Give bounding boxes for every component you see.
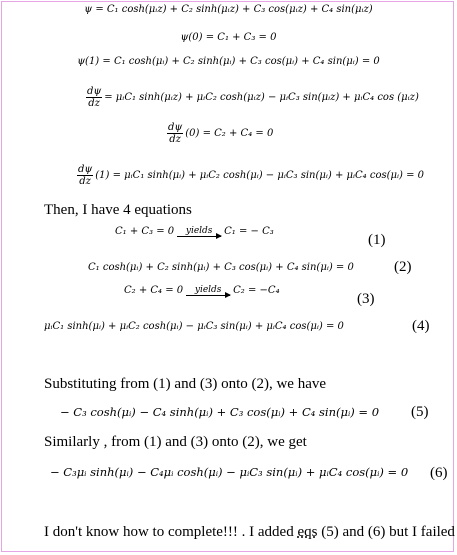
equation-number-2: (2) (394, 259, 412, 275)
equation-5: − C₃ cosh(μᵢ) − C₄ sinh(μᵢ) + C₃ cos(μᵢ) + C₄ sin(μᵢ) = 0 (60, 405, 380, 419)
similarly-text: Similarly , from (1) and (3) onto (2), we get (44, 434, 307, 450)
closing-text: I don't know how to complete!!! . I added eqs (5) and (6) but I failed (44, 524, 455, 540)
yields-arrow: yields (186, 286, 230, 296)
equation-dpsi-dz-1: $\frac{d\psi}{dz}$ (1) = μᵢC₁ sinh(μᵢ) + μᵢC₂ cosh(μᵢ) − μᵢC₃ sin(μᵢ) + μᵢC₄ cos(μᵢ) = 0 (78, 164, 425, 187)
equation-number-6: (6) (430, 465, 448, 481)
equation-psi: ψ = C₁ cosh(μᵢz) + C₂ sinh(μᵢz) + C₃ cos(μᵢz) + C₄ sin(μᵢz) (84, 4, 373, 15)
system-eq-2: C₁ cosh(μᵢ) + C₂ sinh(μᵢ) + C₃ cos(μᵢ) + C₄ sin(μᵢ) = 0 (88, 262, 354, 273)
equation-number-4: (4) (412, 318, 430, 334)
equation-number-5: (5) (411, 404, 429, 420)
yields-arrow: yields (177, 227, 221, 237)
intro-text: Then, I have 4 equations (44, 202, 192, 218)
derivative-fraction: $\frac{d\psi}{dz}$ (168, 122, 183, 145)
equation-psi-1: ψ(1) = C₁ cosh(μᵢ) + C₂ sinh(μᵢ) + C₃ cos(μᵢ) + C₄ sin(μᵢ) = 0 (77, 56, 380, 67)
derivative-fraction: $\frac{d\psi}{dz}$ (78, 164, 93, 187)
system-eq-1: C₁ + C₃ = 0 yields C₁ = − C₃ (115, 225, 274, 237)
equation-psi-0: ψ(0) = C₁ + C₃ = 0 (180, 32, 277, 43)
equation-number-1: (1) (368, 232, 386, 248)
system-eq-4: μᵢC₁ sinh(μᵢ) + μᵢC₂ cosh(μᵢ) − μᵢC₃ sin(μᵢ) + μᵢC₄ cos(μᵢ) = 0 (44, 321, 344, 332)
equation-6: − C₃μᵢ sinh(μᵢ) − C₄μᵢ cosh(μᵢ) − μᵢC₃ sin(μᵢ) + μᵢC₄ cos(μᵢ) = 0 (50, 465, 409, 479)
substituting-text: Substituting from (1) and (3) onto (2), we have (44, 376, 327, 392)
equation-dpsi-dz: $\frac{d\psi}{dz}$ = μᵢC₁ sinh(μᵢz) + μᵢC₂ cosh(μᵢz) − μᵢC₃ sin(μᵢz) + μᵢC₄ cos (μᵢz) (87, 86, 419, 109)
derivative-fraction: $\frac{d\psi}{dz}$ (87, 86, 102, 109)
equation-number-3: (3) (357, 291, 375, 307)
equation-dpsi-dz-0: $\frac{d\psi}{dz}$ (0) = C₂ + C₄ = 0 (168, 122, 274, 145)
system-eq-3: C₂ + C₄ = 0 yields C₂ = −C₄ (124, 284, 280, 296)
